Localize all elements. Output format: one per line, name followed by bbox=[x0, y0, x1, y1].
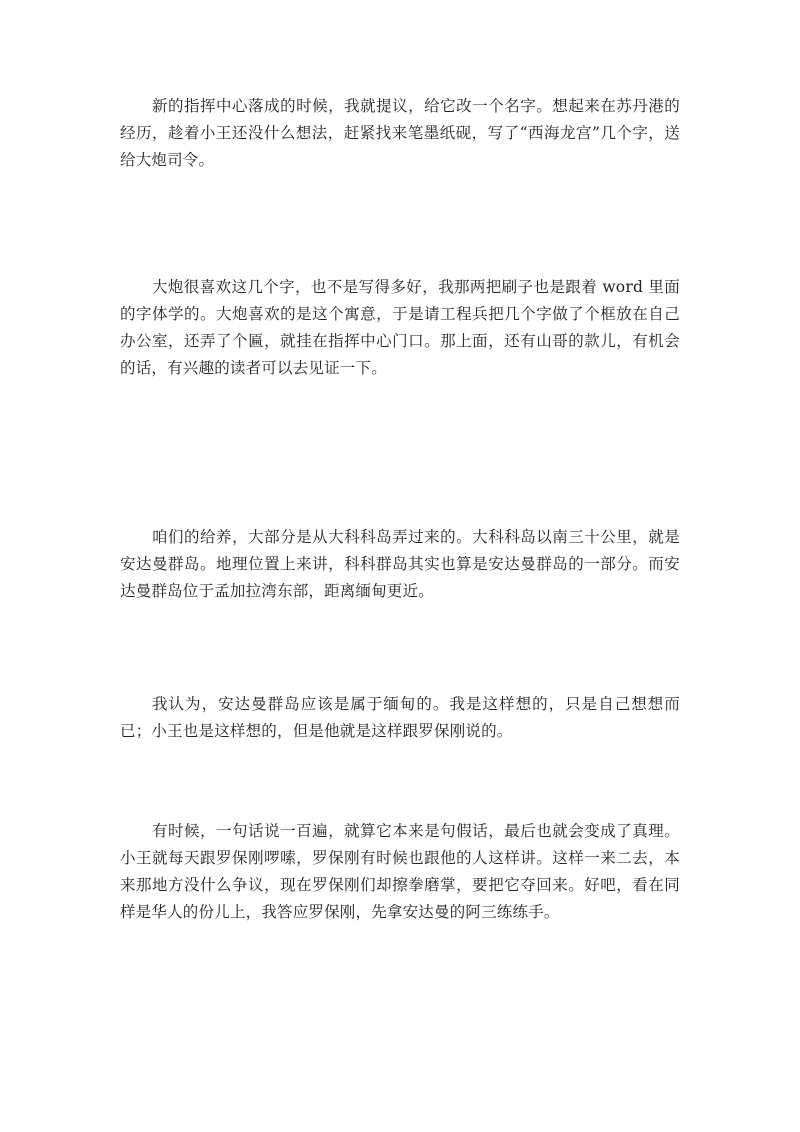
paragraph-1: 新的指挥中心落成的时候，我就提议，给它改一个名字。想起来在苏丹港的经历，趁着小王还没什么想法，赶紧找来笔墨纸砚，写了“西海龙宫”几个字，送给大炮司令。 bbox=[120, 97, 680, 169]
paragraph-5: 有时候，一句话说一百遍，就算它本来是句假话，最后也就会变成了真理。小王就每天跟罗保刚啰嗦，罗保刚有时候也跟他的人这样讲。这样一来二去，本来那地方没什么争议，现在罗保刚们却擦拳磨掌，要把它夺回来。好吧，看在同样是华人的份儿上，我答应罗保刚，先拿安达曼的阿三练练手。 bbox=[120, 822, 680, 921]
paragraph-4: 我认为，安达曼群岛应该是属于缅甸的。我是这样想的，只是自己想想而已；小王也是这样想的，但是他就是这样跟罗保刚说的。 bbox=[120, 695, 680, 740]
paragraph-3: 咱们的给养，大部分是从大科科岛弄过来的。大科科岛以南三十公里，就是安达曼群岛。地理位置上来讲，科科群岛其实也算是安达曼群岛的一部分。而安达曼群岛位于孟加拉湾东部，距离缅甸更近。 bbox=[120, 528, 680, 600]
paragraph-2: 大炮很喜欢这几个字，也不是写得多好，我那两把刷子也是跟着 word 里面的字体学的。大炮喜欢的是这个寓意，于是请工程兵把几个字做了个框放在自己办公室，还弄了个匾，就挂在指挥中心门口。那上面，还有山哥的款儿，有机会的话，有兴趣的读者可以去见证一下。 bbox=[120, 278, 680, 377]
